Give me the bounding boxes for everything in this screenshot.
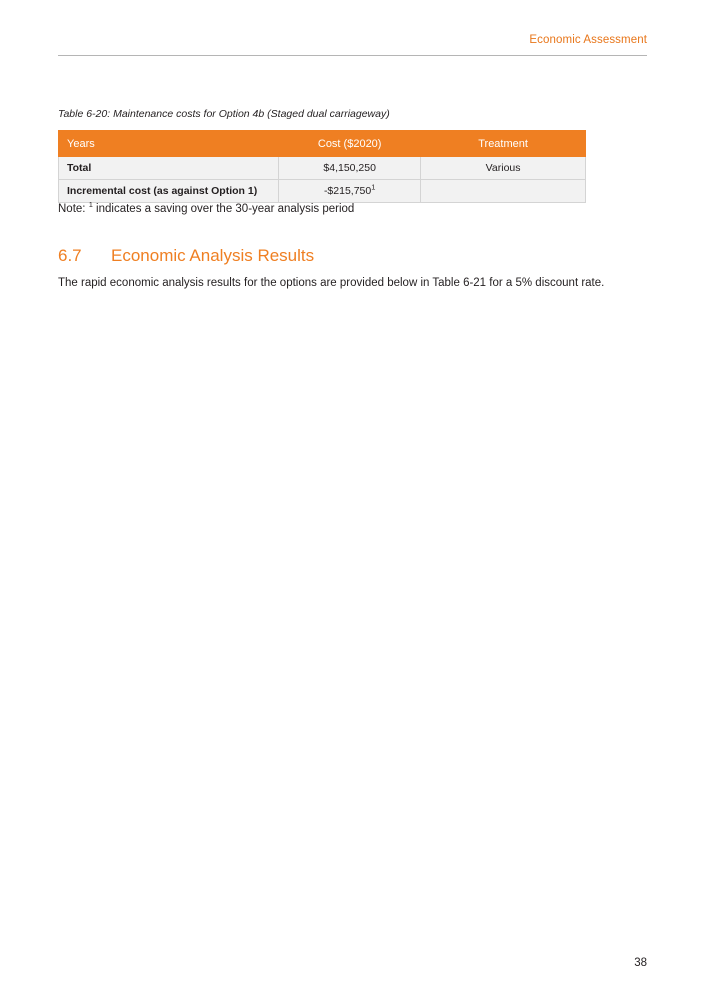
cell-cost-value: $4,150,250: [323, 162, 376, 174]
header-divider: [58, 55, 647, 56]
cell-row-label: Incremental cost (as against Option 1): [59, 180, 279, 203]
section-title: Economic Analysis Results: [111, 246, 315, 265]
note-prefix: Note:: [58, 203, 89, 215]
table-row: [59, 157, 586, 180]
cell-treatment: [421, 180, 586, 203]
note-text: indicates a saving over the 30-year analysis period: [92, 203, 355, 215]
section-paragraph: The rapid economic analysis results for the options are provided below in Table 6-21 for a 5% discount rate.: [58, 277, 605, 289]
cell-treatment: Various: [421, 157, 586, 180]
cell-row-label: Total: [59, 157, 279, 180]
table-note: [58, 200, 355, 215]
table-header-row: [59, 131, 586, 157]
page-header-title: Economic Assessment: [529, 34, 647, 46]
cell-cost-superscript: 1: [371, 182, 376, 192]
column-header-treatment: Treatment: [421, 131, 586, 157]
column-header-cost: Cost ($2020): [279, 131, 421, 157]
page-number: 38: [634, 957, 647, 969]
table-head: [59, 131, 586, 157]
table-row: [59, 180, 586, 203]
table-caption: Table 6-20: Maintenance costs for Option 4b (Staged dual carriageway): [58, 108, 390, 120]
section-heading: [58, 246, 647, 266]
column-header-years: Years: [59, 131, 279, 157]
section-number: 6.7: [58, 246, 82, 265]
cell-cost-value: -$215,750: [323, 185, 372, 197]
maintenance-costs-table: [58, 130, 586, 203]
page-header: [58, 30, 647, 48]
table-body: [59, 157, 586, 203]
cell-cost: [279, 180, 421, 203]
note-marker: 1: [88, 200, 93, 210]
cell-cost: [279, 157, 421, 180]
